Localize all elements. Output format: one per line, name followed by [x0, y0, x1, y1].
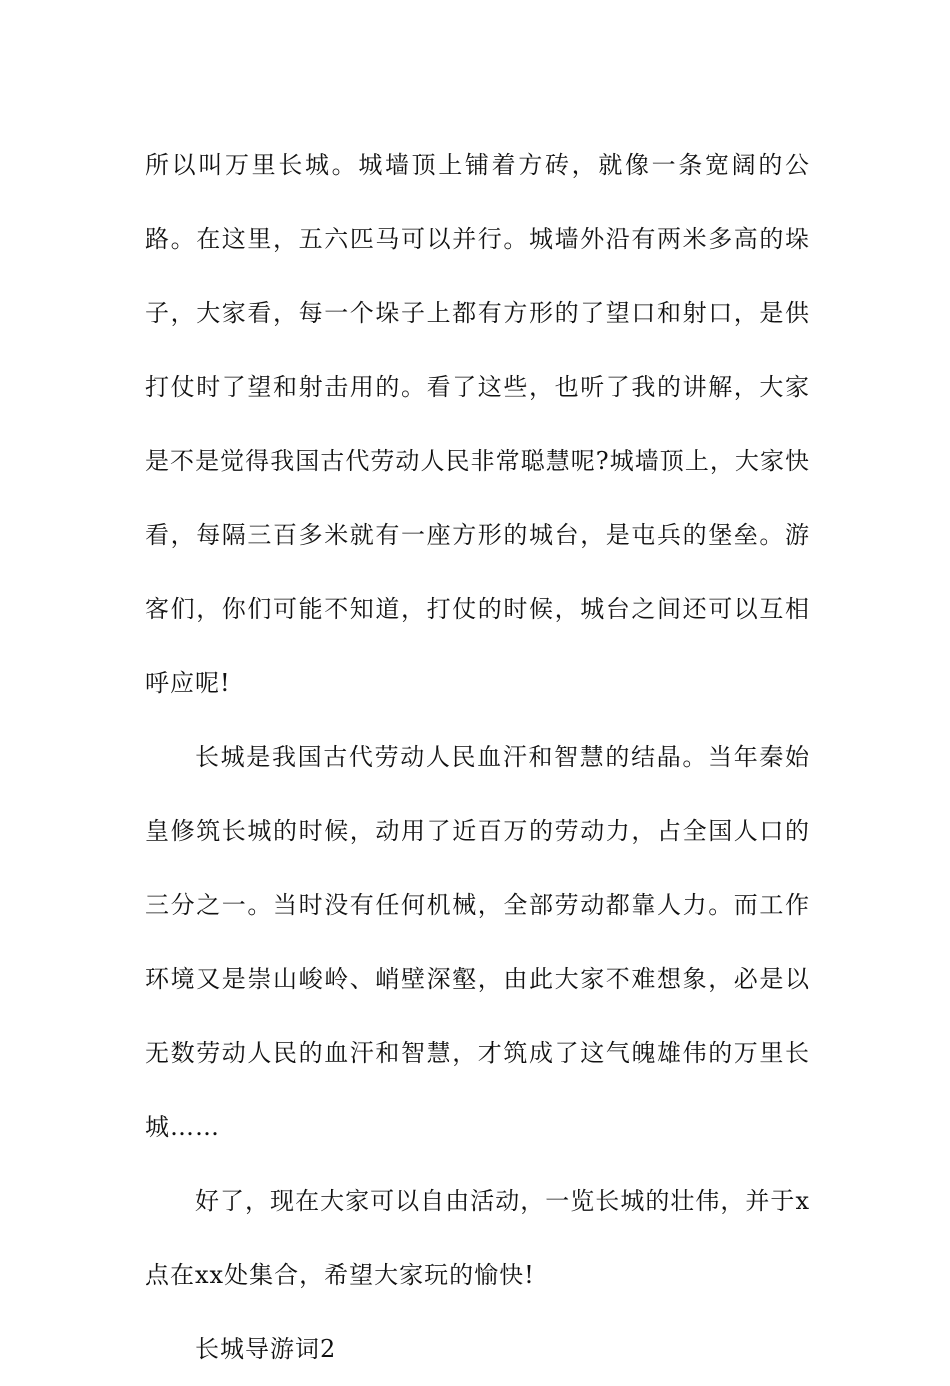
- section-heading: 长城导游词2: [195, 1335, 337, 1363]
- paragraph-1: 所以叫万里长城。城墙顶上铺着方砖，就像一条宽阔的公路。在这里，五六匹马可以并行。城墙外沿有两米多高的垛子，大家看，每一个垛子上都有方形的了望口和射口，是供打仗时了望和射击用的。看了这些，也听了我的讲解，大家是不是觉得我国古代劳动人民非常聪慧呢?城墙顶上，大家快看，每隔三百多米就有一座方形的城台，是屯兵的堡垒。游客们，你们可能不知道，打仗的时候，城台之间还可以互相呼应呢!: [145, 151, 810, 697]
- paragraph-2: 长城是我国古代劳动人民血汗和智慧的结晶。当年秦始皇修筑长城的时候，动用了近百万的劳动力，占全国人口的三分之一。当时没有任何机械，全部劳动都靠人力。而工作环境又是崇山峻岭、峭壁深壑，由此大家不难想象，必是以无数劳动人民的血汗和智慧，才筑成了这气魄雄伟的万里长城……: [145, 743, 810, 1141]
- document-body: [145, 128, 810, 1386]
- paragraph-3: 好了，现在大家可以自由活动，一览长城的壮伟，并于x点在xx处集合，希望大家玩的愉快!: [145, 1187, 810, 1289]
